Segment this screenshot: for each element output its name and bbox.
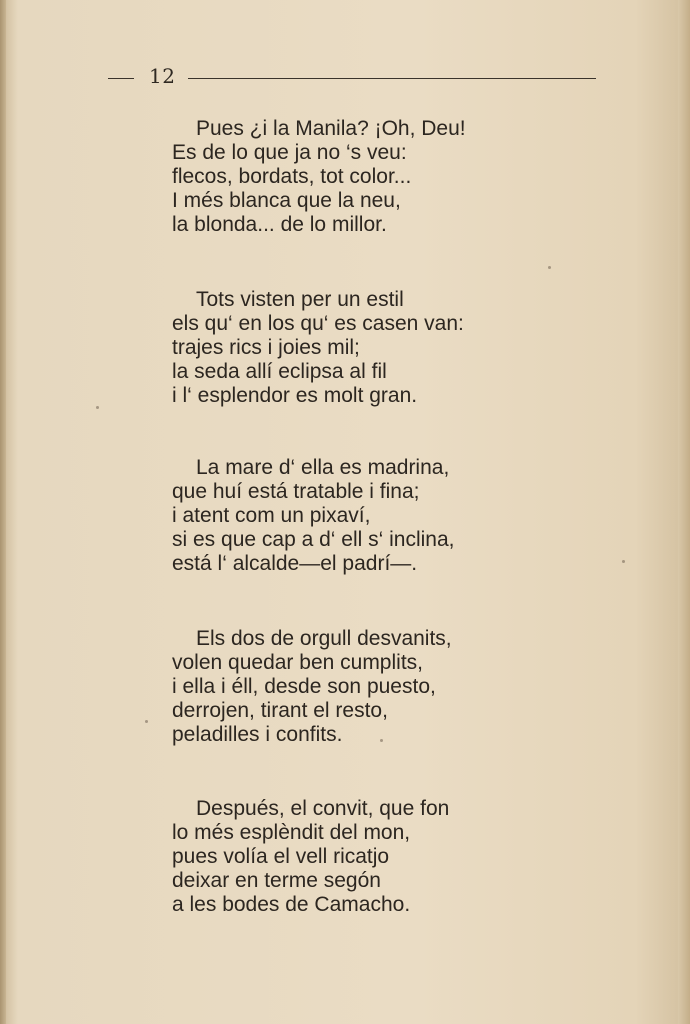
verse-line: Els dos de orgull desvanits, xyxy=(196,627,452,650)
stanza-2 xyxy=(172,288,532,408)
verse-line: lo més esplèndit del mon, xyxy=(172,821,411,844)
page-outer-edge xyxy=(678,0,690,1024)
stanza-4 xyxy=(172,627,532,747)
verse-line: Es de lo que ja no ‘s veu: xyxy=(172,141,407,164)
verse-line: i atent com un pixaví, xyxy=(172,504,371,527)
verse-line: flecos, bordats, tot color... xyxy=(172,165,412,188)
verse-line: I més blanca que la neu, xyxy=(172,189,401,212)
verse-line: La mare d‘ ella es madrina, xyxy=(196,456,450,479)
paper-speck xyxy=(380,739,383,742)
paper-speck xyxy=(96,406,99,409)
verse-line: pues volía el vell ricatjo xyxy=(172,845,390,868)
paper-speck xyxy=(548,266,551,269)
verse-line: els qu‘ en los qu‘ es casen van: xyxy=(172,312,464,335)
verse-line: Tots visten per un estil xyxy=(196,288,404,311)
verse-line: derrojen, tirant el resto, xyxy=(172,699,388,722)
paper-speck xyxy=(622,560,625,563)
verse-line: que huí está tratable i fina; xyxy=(172,480,420,503)
verse-line: peladilles i confits. xyxy=(172,723,343,746)
verse-line: si es que cap a d‘ ell s‘ inclina, xyxy=(172,528,455,551)
paper-speck xyxy=(145,720,148,723)
verse-line: trajes rics i joies mil; xyxy=(172,336,360,359)
verse-line: deixar en terme segón xyxy=(172,869,381,892)
header-dash xyxy=(108,78,134,79)
verse-line: la seda allí eclipsa al fil xyxy=(172,360,387,383)
verse-line: i l‘ esplendor es molt gran. xyxy=(172,384,418,407)
stanza-1 xyxy=(172,117,532,237)
stanza-5 xyxy=(172,797,532,917)
verse-line: Después, el convit, que fon xyxy=(196,797,450,820)
page-number: 12 xyxy=(149,64,176,88)
verse-line: la blonda... de lo millor. xyxy=(172,213,387,236)
verse-line: a les bodes de Camacho. xyxy=(172,893,411,916)
page-gutter-edge xyxy=(0,0,6,1024)
page-header xyxy=(108,62,598,92)
verse-line: está l‘ alcalde—el padrí—. xyxy=(172,552,418,575)
verse-line: Pues ¿i la Manila? ¡Oh, Deu! xyxy=(196,117,466,140)
header-rule xyxy=(188,78,596,79)
stanza-3 xyxy=(172,456,532,576)
verse-line: volen quedar ben cumplits, xyxy=(172,651,423,674)
verse-line: i ella i éll, desde son puesto, xyxy=(172,675,436,698)
